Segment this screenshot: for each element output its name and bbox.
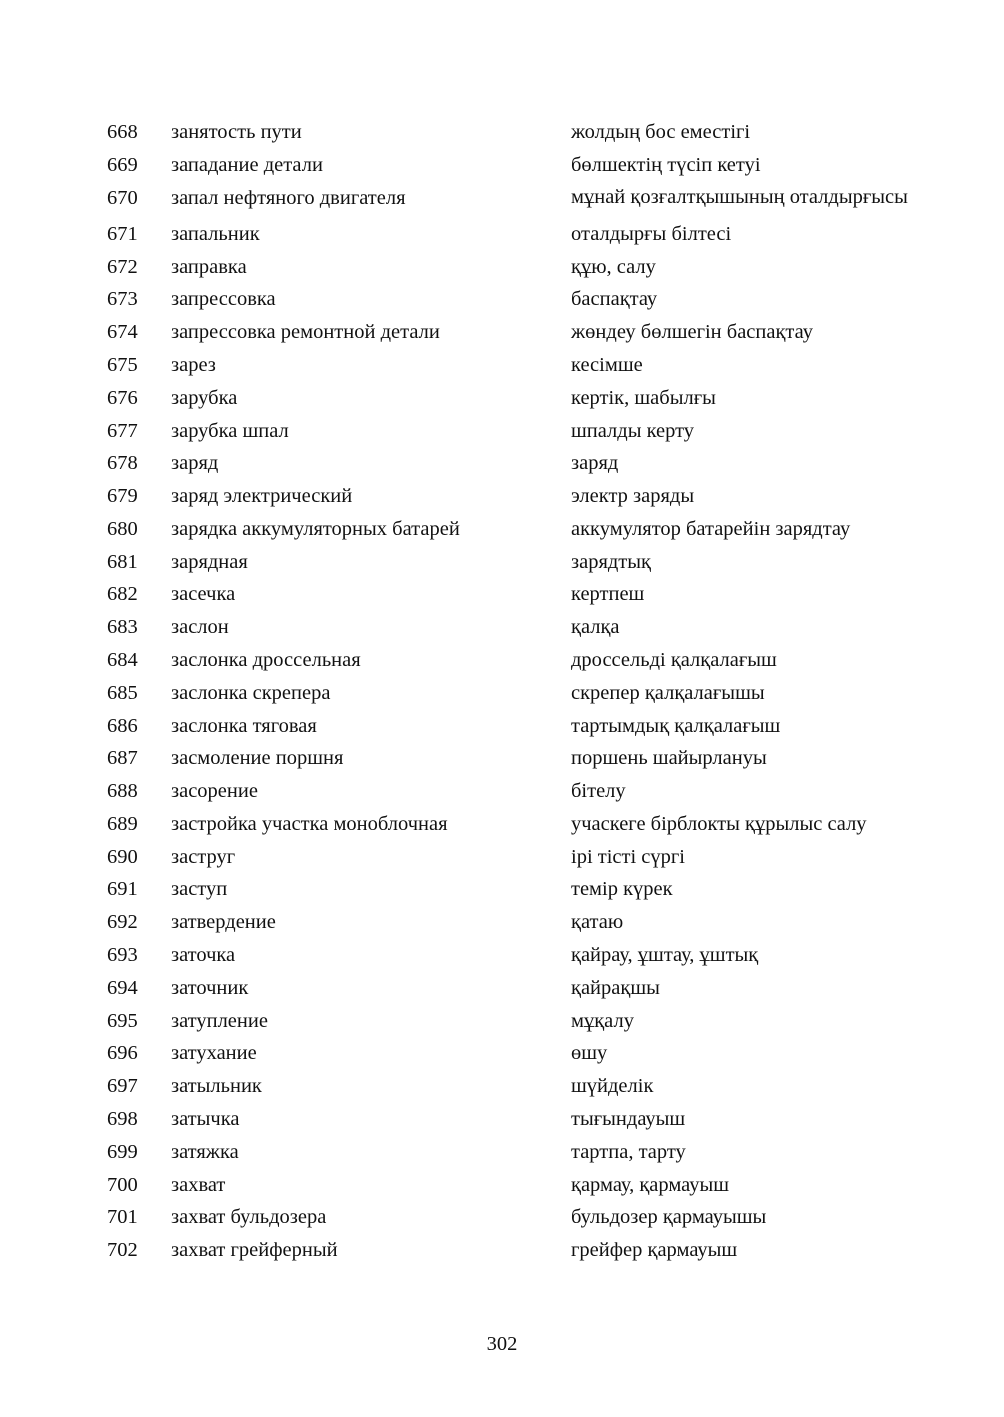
term-entry [107, 116, 927, 149]
entry-number: 696 [107, 1042, 138, 1065]
entry-number: 693 [107, 944, 138, 967]
entry-number: 678 [107, 452, 138, 475]
page-number: 302 [486, 1333, 518, 1355]
russian-term: захват бульдозера [171, 1206, 327, 1229]
term-entry [107, 1103, 927, 1136]
entry-number: 700 [107, 1173, 138, 1196]
kazakh-term: темір күрек [571, 878, 673, 901]
entry-number: 674 [107, 321, 138, 344]
term-entry [107, 939, 927, 972]
entry-number: 689 [107, 812, 138, 835]
kazakh-term: грейфер қармауыш [571, 1239, 738, 1262]
russian-term: заслонка скрепера [171, 681, 331, 704]
russian-term: засечка [171, 583, 236, 606]
entry-number: 669 [107, 154, 138, 177]
entry-number: 679 [107, 485, 138, 508]
term-entry [107, 742, 927, 775]
kazakh-term: бульдозер қармауышы [571, 1206, 767, 1229]
entry-number: 697 [107, 1075, 138, 1098]
russian-term: заступ [171, 878, 228, 901]
kazakh-term: қармау, қармауыш [571, 1173, 730, 1196]
term-entry [107, 709, 927, 742]
term-entry [107, 1004, 927, 1037]
russian-term: засорение [171, 780, 258, 803]
russian-term: зарядка аккумуляторных батарей [171, 517, 460, 540]
russian-term: затупление [171, 1009, 268, 1032]
kazakh-term: жолдың бос еместігі [571, 121, 751, 144]
entry-number: 698 [107, 1107, 138, 1130]
term-entry [107, 1234, 927, 1267]
entry-number: 670 [107, 186, 138, 209]
entry-number: 682 [107, 583, 138, 606]
kazakh-term: шпалды керту [571, 419, 695, 442]
term-entry [107, 414, 927, 447]
term-entry [107, 1168, 927, 1201]
term-entry [107, 971, 927, 1004]
russian-term: заслонка дроссельная [171, 649, 361, 671]
entry-number: 694 [107, 976, 138, 999]
entry-number: 673 [107, 288, 138, 311]
russian-term: заструг [171, 845, 236, 868]
term-entry [107, 1037, 927, 1070]
entry-number: 671 [107, 222, 138, 245]
entry-number: 688 [107, 780, 138, 803]
kazakh-term: мұқалу [571, 1009, 634, 1032]
entry-number: 699 [107, 1140, 138, 1163]
entry-number: 685 [107, 681, 138, 704]
russian-term: заряд электрический [171, 485, 353, 508]
entry-number: 672 [107, 255, 138, 278]
russian-term: затыльник [171, 1075, 262, 1098]
term-entry [107, 873, 927, 906]
kazakh-term: бітелу [571, 780, 626, 803]
term-entry [107, 217, 927, 250]
term-entry [107, 1201, 927, 1234]
russian-term: заслон [171, 616, 229, 639]
russian-term: захват [171, 1173, 226, 1196]
term-entry [107, 1070, 927, 1103]
russian-term: запальник [171, 222, 260, 245]
entry-number: 676 [107, 386, 138, 409]
russian-term: запрессовка [171, 288, 276, 311]
term-entry [107, 1135, 927, 1168]
entry-number: 677 [107, 419, 138, 442]
kazakh-term: поршень шайырлануы [571, 747, 767, 770]
russian-term: затяжка [171, 1140, 239, 1163]
kazakh-term: кертік, шабылғы [571, 386, 716, 409]
entry-number: 695 [107, 1009, 138, 1032]
term-entry [107, 545, 927, 578]
term-entry [107, 840, 927, 873]
russian-term: зарубка шпал [171, 419, 289, 442]
kazakh-term: кертпеш [571, 583, 645, 606]
term-entry [107, 611, 927, 644]
kazakh-term: кесімше [571, 353, 643, 376]
entry-number: 684 [107, 649, 138, 671]
russian-term: заслонка тяговая [171, 714, 317, 737]
entry-number: 668 [107, 121, 138, 144]
entry-number: 681 [107, 550, 138, 573]
russian-term: заточка [171, 944, 236, 967]
term-entry [107, 283, 927, 316]
kazakh-term: оталдырғы білтесі [571, 222, 732, 245]
entry-number: 680 [107, 517, 138, 540]
kazakh-term: тартпа, тарту [571, 1140, 686, 1163]
kazakh-term: шүйделік [571, 1075, 654, 1098]
russian-term: заточник [171, 976, 249, 999]
kazakh-term: мұнай қозғалтқышының оталдырғысы [571, 186, 908, 209]
term-entry [107, 512, 927, 545]
term-entry [107, 906, 927, 939]
kazakh-term: дроссельді қалқалағыш [571, 649, 777, 671]
russian-term: застройка участка моноблочная [171, 812, 448, 835]
term-list [107, 116, 927, 1266]
kazakh-term: жөндеу бөлшегін баспақтау [571, 321, 813, 344]
russian-term: заряд [171, 452, 219, 475]
russian-term: заправка [171, 255, 247, 278]
kazakh-term: зарядтық [571, 550, 651, 573]
kazakh-term: құю, салу [571, 255, 656, 278]
entry-number: 690 [107, 845, 138, 868]
russian-term: западание детали [171, 154, 323, 177]
russian-term: захват грейферный [171, 1239, 338, 1262]
term-entry [107, 775, 927, 808]
term-entry [107, 480, 927, 513]
term-entry [107, 808, 927, 841]
term-entry [107, 316, 927, 349]
term-entry [107, 182, 927, 218]
term-entry [107, 349, 927, 382]
kazakh-term: скрепер қалқалағышы [571, 681, 765, 704]
entry-number: 686 [107, 714, 138, 737]
kazakh-term: учаскеге бірблокты құрылыс салу [571, 812, 867, 835]
kazakh-term: баспақтау [571, 288, 658, 311]
entry-number: 687 [107, 747, 138, 770]
kazakh-term: тығындауыш [571, 1107, 686, 1130]
russian-term: затвердение [171, 911, 276, 934]
term-entry [107, 644, 927, 677]
kazakh-term: өшу [571, 1042, 608, 1065]
russian-term: запрессовка ремонтной детали [171, 321, 440, 344]
term-entry [107, 578, 927, 611]
term-entry [107, 381, 927, 414]
russian-term: запал нефтяного двигателя [171, 186, 406, 209]
entry-number: 692 [107, 911, 138, 934]
entry-number: 675 [107, 353, 138, 376]
entry-number: 691 [107, 878, 138, 901]
kazakh-term: заряд [571, 452, 619, 475]
kazakh-term: ірі тісті сүргі [571, 845, 686, 868]
term-entry [107, 250, 927, 283]
kazakh-term: электр заряды [571, 485, 695, 508]
russian-term: зарез [171, 353, 216, 376]
russian-term: затухание [171, 1042, 257, 1065]
kazakh-term: қалқа [571, 616, 620, 639]
entry-number: 702 [107, 1239, 138, 1262]
russian-term: засмоление поршня [171, 747, 344, 770]
russian-term: затычка [171, 1107, 240, 1130]
russian-term: зарубка [171, 386, 238, 409]
kazakh-term: қайрақшы [571, 976, 660, 999]
russian-term: зарядная [171, 550, 248, 573]
entry-number: 701 [107, 1206, 138, 1229]
kazakh-term: қайрау, ұштау, ұштық [571, 944, 759, 967]
kazakh-term: бөлшектің түсіп кетуі [571, 154, 761, 177]
term-entry [107, 447, 927, 480]
russian-term: занятость пути [171, 121, 302, 144]
kazakh-term: қатаю [571, 911, 624, 934]
kazakh-term: тартымдық қалқалағыш [571, 714, 781, 737]
term-entry [107, 149, 927, 182]
entry-number: 683 [107, 616, 138, 639]
kazakh-term: аккумулятор батарейін зарядтау [571, 517, 851, 540]
term-entry [107, 676, 927, 709]
